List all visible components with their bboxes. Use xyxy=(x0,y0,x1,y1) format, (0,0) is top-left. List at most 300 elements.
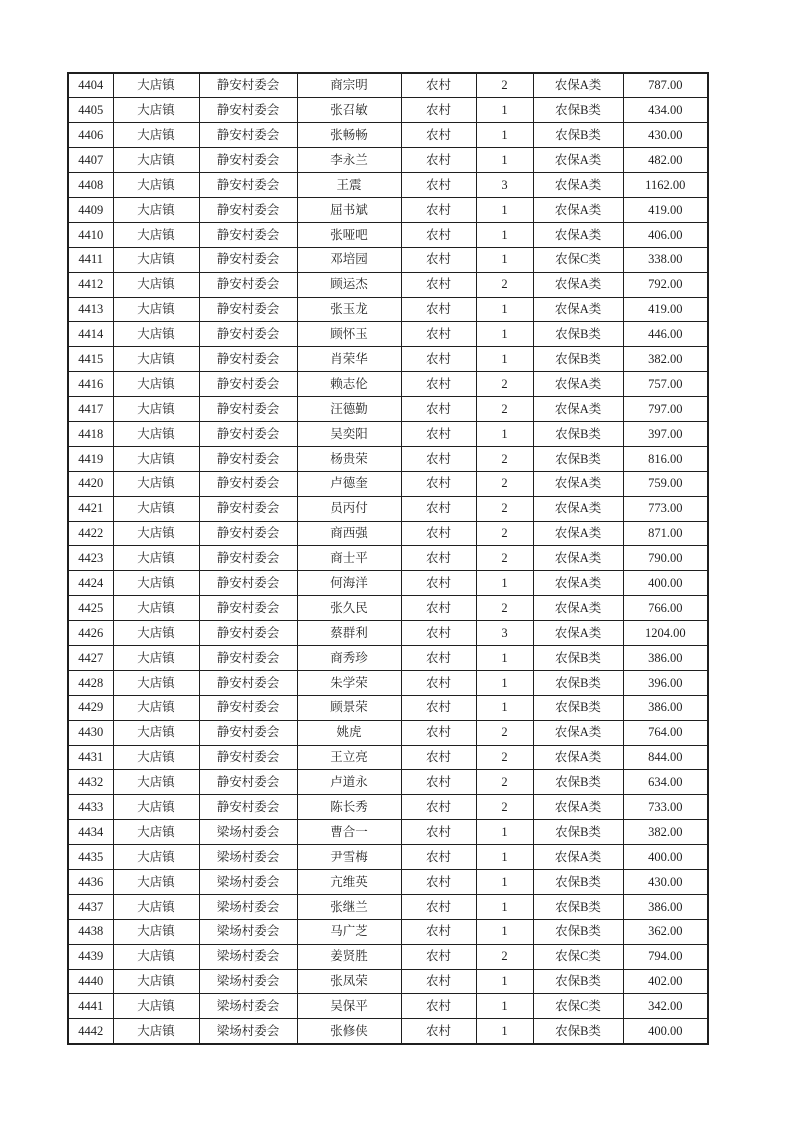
cell-person-name: 马广芝 xyxy=(297,919,401,944)
cell-serial-no: 4413 xyxy=(68,297,113,322)
cell-village-committee: 静安村委会 xyxy=(199,421,297,446)
cell-person-count: 2 xyxy=(476,471,533,496)
cell-town: 大店镇 xyxy=(113,123,199,148)
cell-village-committee: 梁场村委会 xyxy=(199,870,297,895)
table-row xyxy=(68,695,708,720)
cell-insurance-class: 农保B类 xyxy=(533,670,623,695)
cell-amount: 757.00 xyxy=(623,372,708,397)
cell-person-name: 屈书斌 xyxy=(297,197,401,222)
cell-residence-type: 农村 xyxy=(401,919,476,944)
cell-serial-no: 4422 xyxy=(68,521,113,546)
cell-town: 大店镇 xyxy=(113,372,199,397)
cell-amount: 816.00 xyxy=(623,446,708,471)
cell-amount: 634.00 xyxy=(623,770,708,795)
cell-serial-no: 4431 xyxy=(68,745,113,770)
table-row xyxy=(68,944,708,969)
cell-amount: 766.00 xyxy=(623,596,708,621)
cell-person-name: 卢德奎 xyxy=(297,471,401,496)
cell-person-count: 3 xyxy=(476,173,533,198)
cell-person-count: 1 xyxy=(476,695,533,720)
cell-amount: 419.00 xyxy=(623,297,708,322)
cell-village-committee: 静安村委会 xyxy=(199,98,297,123)
cell-village-committee: 静安村委会 xyxy=(199,670,297,695)
cell-village-committee: 静安村委会 xyxy=(199,73,297,98)
cell-person-count: 1 xyxy=(476,571,533,596)
cell-village-committee: 静安村委会 xyxy=(199,645,297,670)
cell-insurance-class: 农保A类 xyxy=(533,496,623,521)
cell-residence-type: 农村 xyxy=(401,197,476,222)
cell-residence-type: 农村 xyxy=(401,322,476,347)
cell-town: 大店镇 xyxy=(113,720,199,745)
table-row xyxy=(68,870,708,895)
cell-residence-type: 农村 xyxy=(401,571,476,596)
cell-residence-type: 农村 xyxy=(401,272,476,297)
cell-town: 大店镇 xyxy=(113,148,199,173)
table-row xyxy=(68,421,708,446)
cell-person-count: 2 xyxy=(476,496,533,521)
table-row xyxy=(68,247,708,272)
cell-village-committee: 静安村委会 xyxy=(199,347,297,372)
cell-serial-no: 4428 xyxy=(68,670,113,695)
table-row xyxy=(68,894,708,919)
cell-village-committee: 静安村委会 xyxy=(199,247,297,272)
cell-village-committee: 静安村委会 xyxy=(199,745,297,770)
cell-residence-type: 农村 xyxy=(401,98,476,123)
cell-village-committee: 静安村委会 xyxy=(199,720,297,745)
cell-residence-type: 农村 xyxy=(401,969,476,994)
table-row xyxy=(68,820,708,845)
cell-village-committee: 静安村委会 xyxy=(199,621,297,646)
cell-insurance-class: 农保A类 xyxy=(533,148,623,173)
cell-village-committee: 梁场村委会 xyxy=(199,994,297,1019)
cell-insurance-class: 农保B类 xyxy=(533,347,623,372)
cell-person-count: 1 xyxy=(476,247,533,272)
cell-serial-no: 4439 xyxy=(68,944,113,969)
cell-town: 大店镇 xyxy=(113,571,199,596)
cell-residence-type: 农村 xyxy=(401,123,476,148)
cell-amount: 400.00 xyxy=(623,845,708,870)
table-row xyxy=(68,446,708,471)
cell-village-committee: 静安村委会 xyxy=(199,695,297,720)
cell-person-name: 商宗明 xyxy=(297,73,401,98)
cell-person-name: 何海洋 xyxy=(297,571,401,596)
cell-person-name: 张哑吧 xyxy=(297,222,401,247)
cell-town: 大店镇 xyxy=(113,745,199,770)
cell-person-count: 2 xyxy=(476,770,533,795)
cell-person-count: 1 xyxy=(476,670,533,695)
table-row xyxy=(68,670,708,695)
cell-serial-no: 4437 xyxy=(68,894,113,919)
cell-person-name: 杨贵荣 xyxy=(297,446,401,471)
cell-person-count: 2 xyxy=(476,73,533,98)
cell-person-count: 2 xyxy=(476,795,533,820)
cell-town: 大店镇 xyxy=(113,446,199,471)
cell-amount: 797.00 xyxy=(623,397,708,422)
cell-person-name: 顾怀玉 xyxy=(297,322,401,347)
cell-village-committee: 静安村委会 xyxy=(199,496,297,521)
cell-person-count: 2 xyxy=(476,272,533,297)
cell-amount: 386.00 xyxy=(623,645,708,670)
cell-person-count: 1 xyxy=(476,969,533,994)
cell-village-committee: 静安村委会 xyxy=(199,173,297,198)
cell-serial-no: 4430 xyxy=(68,720,113,745)
cell-town: 大店镇 xyxy=(113,870,199,895)
table-row xyxy=(68,123,708,148)
cell-serial-no: 4415 xyxy=(68,347,113,372)
cell-person-name: 吴保平 xyxy=(297,994,401,1019)
cell-town: 大店镇 xyxy=(113,297,199,322)
cell-serial-no: 4418 xyxy=(68,421,113,446)
cell-person-name: 朱学荣 xyxy=(297,670,401,695)
cell-insurance-class: 农保A类 xyxy=(533,397,623,422)
cell-insurance-class: 农保A类 xyxy=(533,471,623,496)
cell-residence-type: 农村 xyxy=(401,521,476,546)
cell-person-name: 张久民 xyxy=(297,596,401,621)
cell-insurance-class: 农保A类 xyxy=(533,596,623,621)
cell-residence-type: 农村 xyxy=(401,173,476,198)
cell-person-count: 2 xyxy=(476,944,533,969)
cell-town: 大店镇 xyxy=(113,670,199,695)
cell-village-committee: 静安村委会 xyxy=(199,197,297,222)
cell-insurance-class: 农保A类 xyxy=(533,272,623,297)
cell-serial-no: 4405 xyxy=(68,98,113,123)
cell-town: 大店镇 xyxy=(113,496,199,521)
cell-residence-type: 农村 xyxy=(401,397,476,422)
cell-town: 大店镇 xyxy=(113,944,199,969)
cell-residence-type: 农村 xyxy=(401,546,476,571)
cell-serial-no: 4435 xyxy=(68,845,113,870)
cell-person-name: 张修侠 xyxy=(297,1019,401,1044)
cell-residence-type: 农村 xyxy=(401,421,476,446)
cell-residence-type: 农村 xyxy=(401,148,476,173)
cell-village-committee: 梁场村委会 xyxy=(199,969,297,994)
table-row xyxy=(68,795,708,820)
cell-person-count: 2 xyxy=(476,372,533,397)
cell-serial-no: 4414 xyxy=(68,322,113,347)
cell-person-count: 1 xyxy=(476,645,533,670)
table-row xyxy=(68,596,708,621)
cell-person-count: 1 xyxy=(476,845,533,870)
cell-amount: 386.00 xyxy=(623,695,708,720)
cell-person-count: 1 xyxy=(476,421,533,446)
cell-amount: 397.00 xyxy=(623,421,708,446)
cell-person-name: 王立亮 xyxy=(297,745,401,770)
cell-village-committee: 静安村委会 xyxy=(199,123,297,148)
cell-person-count: 3 xyxy=(476,621,533,646)
cell-residence-type: 农村 xyxy=(401,870,476,895)
cell-town: 大店镇 xyxy=(113,521,199,546)
cell-person-name: 亢维英 xyxy=(297,870,401,895)
cell-residence-type: 农村 xyxy=(401,994,476,1019)
cell-person-count: 1 xyxy=(476,322,533,347)
cell-residence-type: 农村 xyxy=(401,820,476,845)
table-row xyxy=(68,297,708,322)
cell-person-count: 1 xyxy=(476,820,533,845)
table-row xyxy=(68,322,708,347)
cell-village-committee: 梁场村委会 xyxy=(199,894,297,919)
cell-amount: 400.00 xyxy=(623,1019,708,1044)
cell-town: 大店镇 xyxy=(113,695,199,720)
cell-serial-no: 4441 xyxy=(68,994,113,1019)
cell-village-committee: 静安村委会 xyxy=(199,596,297,621)
cell-person-count: 1 xyxy=(476,347,533,372)
table-row xyxy=(68,272,708,297)
cell-person-name: 张畅畅 xyxy=(297,123,401,148)
cell-residence-type: 农村 xyxy=(401,73,476,98)
cell-town: 大店镇 xyxy=(113,197,199,222)
cell-serial-no: 4410 xyxy=(68,222,113,247)
table-row xyxy=(68,571,708,596)
cell-serial-no: 4425 xyxy=(68,596,113,621)
table-row xyxy=(68,546,708,571)
cell-insurance-class: 农保C类 xyxy=(533,247,623,272)
cell-amount: 871.00 xyxy=(623,521,708,546)
cell-insurance-class: 农保B类 xyxy=(533,446,623,471)
cell-residence-type: 农村 xyxy=(401,770,476,795)
cell-residence-type: 农村 xyxy=(401,297,476,322)
table-row xyxy=(68,621,708,646)
cell-person-count: 1 xyxy=(476,297,533,322)
table-row xyxy=(68,148,708,173)
cell-residence-type: 农村 xyxy=(401,720,476,745)
cell-serial-no: 4434 xyxy=(68,820,113,845)
cell-amount: 406.00 xyxy=(623,222,708,247)
cell-person-count: 1 xyxy=(476,98,533,123)
cell-amount: 844.00 xyxy=(623,745,708,770)
cell-insurance-class: 农保A类 xyxy=(533,222,623,247)
cell-person-name: 顾运杰 xyxy=(297,272,401,297)
cell-amount: 790.00 xyxy=(623,546,708,571)
table-body xyxy=(68,73,708,1044)
cell-insurance-class: 农保A类 xyxy=(533,745,623,770)
cell-insurance-class: 农保A类 xyxy=(533,795,623,820)
cell-person-count: 1 xyxy=(476,1019,533,1044)
table-row xyxy=(68,98,708,123)
cell-person-name: 商西强 xyxy=(297,521,401,546)
cell-town: 大店镇 xyxy=(113,894,199,919)
cell-insurance-class: 农保B类 xyxy=(533,421,623,446)
cell-person-name: 员丙付 xyxy=(297,496,401,521)
cell-residence-type: 农村 xyxy=(401,372,476,397)
cell-person-name: 张玉龙 xyxy=(297,297,401,322)
cell-person-count: 1 xyxy=(476,148,533,173)
cell-amount: 1162.00 xyxy=(623,173,708,198)
pension-benefits-table xyxy=(67,72,709,1045)
cell-serial-no: 4404 xyxy=(68,73,113,98)
cell-insurance-class: 农保A类 xyxy=(533,720,623,745)
cell-insurance-class: 农保A类 xyxy=(533,621,623,646)
cell-person-name: 商士平 xyxy=(297,546,401,571)
cell-amount: 434.00 xyxy=(623,98,708,123)
cell-amount: 382.00 xyxy=(623,347,708,372)
table-row xyxy=(68,222,708,247)
table-row xyxy=(68,496,708,521)
cell-insurance-class: 农保B类 xyxy=(533,98,623,123)
cell-town: 大店镇 xyxy=(113,845,199,870)
cell-serial-no: 4442 xyxy=(68,1019,113,1044)
cell-town: 大店镇 xyxy=(113,98,199,123)
cell-village-committee: 静安村委会 xyxy=(199,770,297,795)
cell-person-count: 1 xyxy=(476,919,533,944)
cell-town: 大店镇 xyxy=(113,322,199,347)
cell-residence-type: 农村 xyxy=(401,1019,476,1044)
cell-amount: 382.00 xyxy=(623,820,708,845)
cell-village-committee: 静安村委会 xyxy=(199,297,297,322)
cell-serial-no: 4406 xyxy=(68,123,113,148)
cell-residence-type: 农村 xyxy=(401,670,476,695)
cell-residence-type: 农村 xyxy=(401,745,476,770)
cell-amount: 402.00 xyxy=(623,969,708,994)
cell-serial-no: 4436 xyxy=(68,870,113,895)
cell-village-committee: 梁场村委会 xyxy=(199,944,297,969)
cell-serial-no: 4408 xyxy=(68,173,113,198)
cell-person-count: 1 xyxy=(476,994,533,1019)
cell-serial-no: 4412 xyxy=(68,272,113,297)
cell-person-count: 2 xyxy=(476,720,533,745)
cell-person-count: 1 xyxy=(476,123,533,148)
table-row xyxy=(68,397,708,422)
cell-person-name: 蔡群利 xyxy=(297,621,401,646)
table-row xyxy=(68,969,708,994)
table-row xyxy=(68,73,708,98)
cell-residence-type: 农村 xyxy=(401,222,476,247)
table-row xyxy=(68,347,708,372)
cell-person-name: 卢道永 xyxy=(297,770,401,795)
cell-amount: 1204.00 xyxy=(623,621,708,646)
cell-person-count: 1 xyxy=(476,222,533,247)
cell-insurance-class: 农保B类 xyxy=(533,770,623,795)
cell-person-name: 曹合一 xyxy=(297,820,401,845)
cell-serial-no: 4416 xyxy=(68,372,113,397)
cell-person-name: 赖志伦 xyxy=(297,372,401,397)
cell-insurance-class: 农保B类 xyxy=(533,894,623,919)
cell-serial-no: 4433 xyxy=(68,795,113,820)
cell-insurance-class: 农保C类 xyxy=(533,994,623,1019)
cell-amount: 400.00 xyxy=(623,571,708,596)
cell-serial-no: 4417 xyxy=(68,397,113,422)
cell-residence-type: 农村 xyxy=(401,645,476,670)
cell-town: 大店镇 xyxy=(113,820,199,845)
table-row xyxy=(68,521,708,546)
cell-town: 大店镇 xyxy=(113,919,199,944)
cell-residence-type: 农村 xyxy=(401,446,476,471)
cell-amount: 733.00 xyxy=(623,795,708,820)
cell-village-committee: 梁场村委会 xyxy=(199,1019,297,1044)
cell-village-committee: 静安村委会 xyxy=(199,322,297,347)
cell-town: 大店镇 xyxy=(113,347,199,372)
cell-person-count: 2 xyxy=(476,745,533,770)
cell-person-name: 李永兰 xyxy=(297,148,401,173)
cell-insurance-class: 农保A类 xyxy=(533,197,623,222)
cell-serial-no: 4427 xyxy=(68,645,113,670)
cell-person-count: 2 xyxy=(476,397,533,422)
cell-town: 大店镇 xyxy=(113,546,199,571)
cell-village-committee: 静安村委会 xyxy=(199,372,297,397)
cell-town: 大店镇 xyxy=(113,247,199,272)
cell-insurance-class: 农保B类 xyxy=(533,645,623,670)
cell-insurance-class: 农保C类 xyxy=(533,944,623,969)
cell-insurance-class: 农保A类 xyxy=(533,73,623,98)
cell-town: 大店镇 xyxy=(113,471,199,496)
cell-person-name: 张凤荣 xyxy=(297,969,401,994)
cell-residence-type: 农村 xyxy=(401,894,476,919)
cell-town: 大店镇 xyxy=(113,770,199,795)
cell-residence-type: 农村 xyxy=(401,496,476,521)
cell-person-count: 2 xyxy=(476,596,533,621)
cell-insurance-class: 农保B类 xyxy=(533,1019,623,1044)
cell-person-name: 商秀珍 xyxy=(297,645,401,670)
cell-town: 大店镇 xyxy=(113,969,199,994)
cell-person-name: 吴奕阳 xyxy=(297,421,401,446)
cell-person-count: 2 xyxy=(476,521,533,546)
table-row xyxy=(68,745,708,770)
cell-person-count: 1 xyxy=(476,870,533,895)
cell-serial-no: 4424 xyxy=(68,571,113,596)
cell-person-name: 王震 xyxy=(297,173,401,198)
cell-insurance-class: 农保B类 xyxy=(533,870,623,895)
cell-person-name: 张召敏 xyxy=(297,98,401,123)
table-row xyxy=(68,471,708,496)
table-row xyxy=(68,720,708,745)
cell-insurance-class: 农保A类 xyxy=(533,297,623,322)
cell-residence-type: 农村 xyxy=(401,944,476,969)
table-row xyxy=(68,770,708,795)
table-row xyxy=(68,173,708,198)
cell-insurance-class: 农保A类 xyxy=(533,546,623,571)
cell-insurance-class: 农保B类 xyxy=(533,919,623,944)
table-row xyxy=(68,372,708,397)
cell-insurance-class: 农保B类 xyxy=(533,695,623,720)
cell-insurance-class: 农保A类 xyxy=(533,173,623,198)
cell-amount: 792.00 xyxy=(623,272,708,297)
cell-town: 大店镇 xyxy=(113,421,199,446)
cell-person-name: 肖荣华 xyxy=(297,347,401,372)
cell-person-name: 邓培园 xyxy=(297,247,401,272)
cell-village-committee: 静安村委会 xyxy=(199,571,297,596)
cell-serial-no: 4423 xyxy=(68,546,113,571)
cell-town: 大店镇 xyxy=(113,596,199,621)
cell-residence-type: 农村 xyxy=(401,347,476,372)
cell-village-committee: 静安村委会 xyxy=(199,222,297,247)
cell-village-committee: 静安村委会 xyxy=(199,272,297,297)
cell-town: 大店镇 xyxy=(113,994,199,1019)
cell-village-committee: 静安村委会 xyxy=(199,471,297,496)
table-row xyxy=(68,645,708,670)
cell-insurance-class: 农保B类 xyxy=(533,969,623,994)
cell-amount: 419.00 xyxy=(623,197,708,222)
cell-insurance-class: 农保A类 xyxy=(533,845,623,870)
cell-town: 大店镇 xyxy=(113,795,199,820)
cell-person-name: 姚虎 xyxy=(297,720,401,745)
cell-insurance-class: 农保B类 xyxy=(533,123,623,148)
table-row xyxy=(68,1019,708,1044)
cell-town: 大店镇 xyxy=(113,173,199,198)
cell-village-committee: 静安村委会 xyxy=(199,446,297,471)
cell-serial-no: 4407 xyxy=(68,148,113,173)
cell-amount: 759.00 xyxy=(623,471,708,496)
cell-person-name: 汪德勤 xyxy=(297,397,401,422)
cell-town: 大店镇 xyxy=(113,73,199,98)
cell-village-committee: 静安村委会 xyxy=(199,148,297,173)
cell-residence-type: 农村 xyxy=(401,695,476,720)
cell-amount: 362.00 xyxy=(623,919,708,944)
cell-serial-no: 4421 xyxy=(68,496,113,521)
cell-person-count: 2 xyxy=(476,546,533,571)
cell-person-name: 尹雪梅 xyxy=(297,845,401,870)
cell-person-name: 陈长秀 xyxy=(297,795,401,820)
cell-person-name: 姜贤胜 xyxy=(297,944,401,969)
cell-amount: 396.00 xyxy=(623,670,708,695)
